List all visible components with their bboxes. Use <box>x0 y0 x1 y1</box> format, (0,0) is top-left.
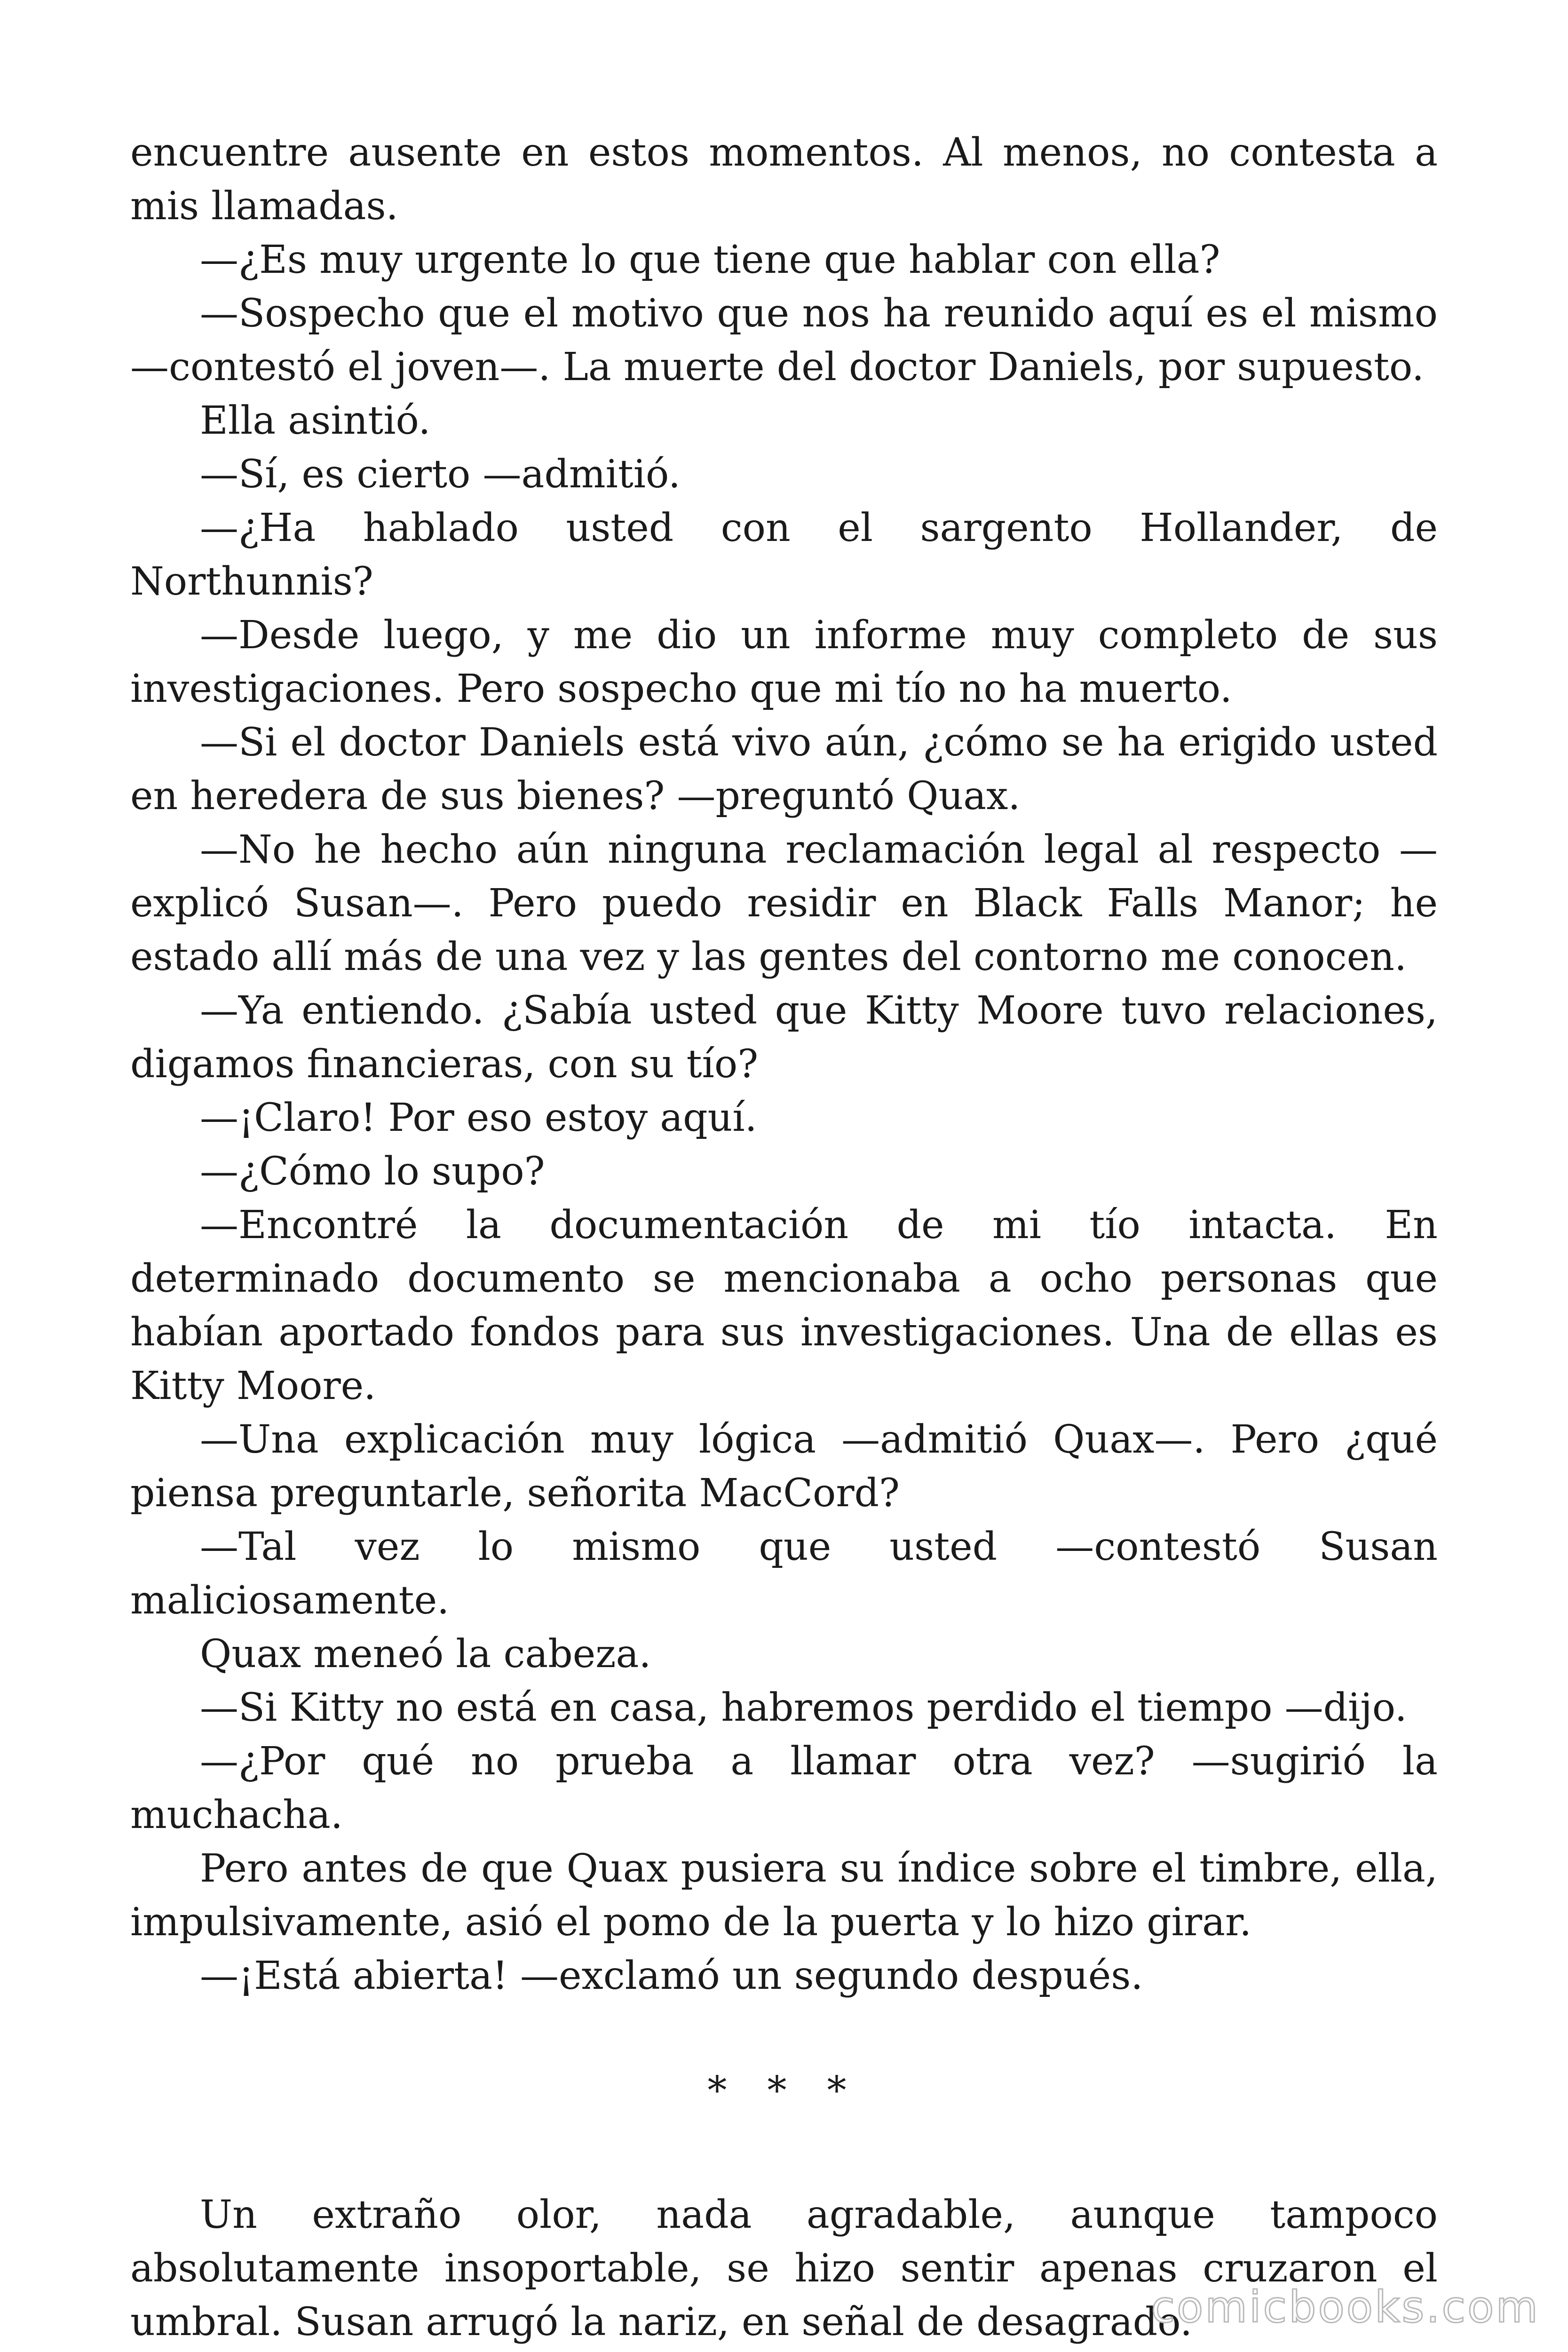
section-separator: * * * <box>707 2068 861 2113</box>
paragraph: Pero antes de que Quax pusiera su índice sobre el timbre, ella, impulsivamente, asió el pomo de la puerta y lo hizo girar. <box>130 1846 1438 1945</box>
paragraph: —Sospecho que el motivo que nos ha reunido aquí es el mismo —contestó el joven—. La muerte del doctor Daniels, por supuesto. <box>130 291 1438 389</box>
paragraph: encuentre ausente en estos momentos. Al menos, no contesta a mis llamadas. <box>130 130 1438 229</box>
paragraph: —Sí, es cierto —admitió. <box>200 452 681 497</box>
paragraph: Un extraño olor, nada agradable, aunque tampoco absolutamente insoportable, se hizo sentir apenas cruzaron el umbral. Susan arrugó la nariz, en señal de desagrado. <box>130 2193 1438 2344</box>
paragraph: —Si Kitty no está en casa, habremos perdido el tiempo —dijo. <box>200 1685 1407 1730</box>
paragraph: —Desde luego, y me dio un informe muy completo de sus investigaciones. Pero sospecho que mi tío no ha muerto. <box>130 613 1438 711</box>
page-body <box>130 126 1438 2349</box>
paragraph: —Encontré la documentación de mi tío intacta. En determinado documento se mencionaba a ocho personas que habían aportado fondos para sus investigaciones. Una de ellas es Kitty Moore. <box>130 1203 1438 1408</box>
paragraph: —¿Ha hablado usted con el sargento Hollander, de Northunnis? <box>130 506 1438 604</box>
paragraph: —¡Claro! Por eso estoy aquí. <box>200 1096 757 1140</box>
paragraph: —¿Cómo lo supo? <box>200 1149 545 1194</box>
paragraph: Ella asintió. <box>200 398 431 443</box>
paragraph: Quax meneó la cabeza. <box>200 1632 651 1677</box>
paragraph: —Si el doctor Daniels está vivo aún, ¿cómo se ha erigido usted en heredera de sus bienes? —preguntó Quax. <box>130 720 1438 818</box>
paragraph: —¿Es muy urgente lo que tiene que hablar con ella? <box>200 238 1220 282</box>
paragraph: —¡Está abierta! —exclamó un segundo después. <box>200 1954 1143 1998</box>
paragraph: —¿Por qué no prueba a llamar otra vez? —sugirió la muchacha. <box>130 1739 1438 1837</box>
paragraph: —Tal vez lo mismo que usted —contestó Susan maliciosamente. <box>130 1525 1438 1623</box>
paragraph: —Ya entiendo. ¿Sabía usted que Kitty Moore tuvo relaciones, digamos financieras, con su tío? <box>130 988 1438 1087</box>
paragraph: —Una explicación muy lógica —admitió Quax—. Pero ¿qué piensa preguntarle, señorita MacCord? <box>130 1417 1438 1516</box>
watermark-logo: comicbooks.com <box>1151 2282 1540 2332</box>
paragraph: —No he hecho aún ninguna reclamación legal al respecto —explicó Susan—. Pero puedo residir en Black Falls Manor; he estado allí más de una vez y las gentes del contorno me conocen. <box>130 827 1438 979</box>
